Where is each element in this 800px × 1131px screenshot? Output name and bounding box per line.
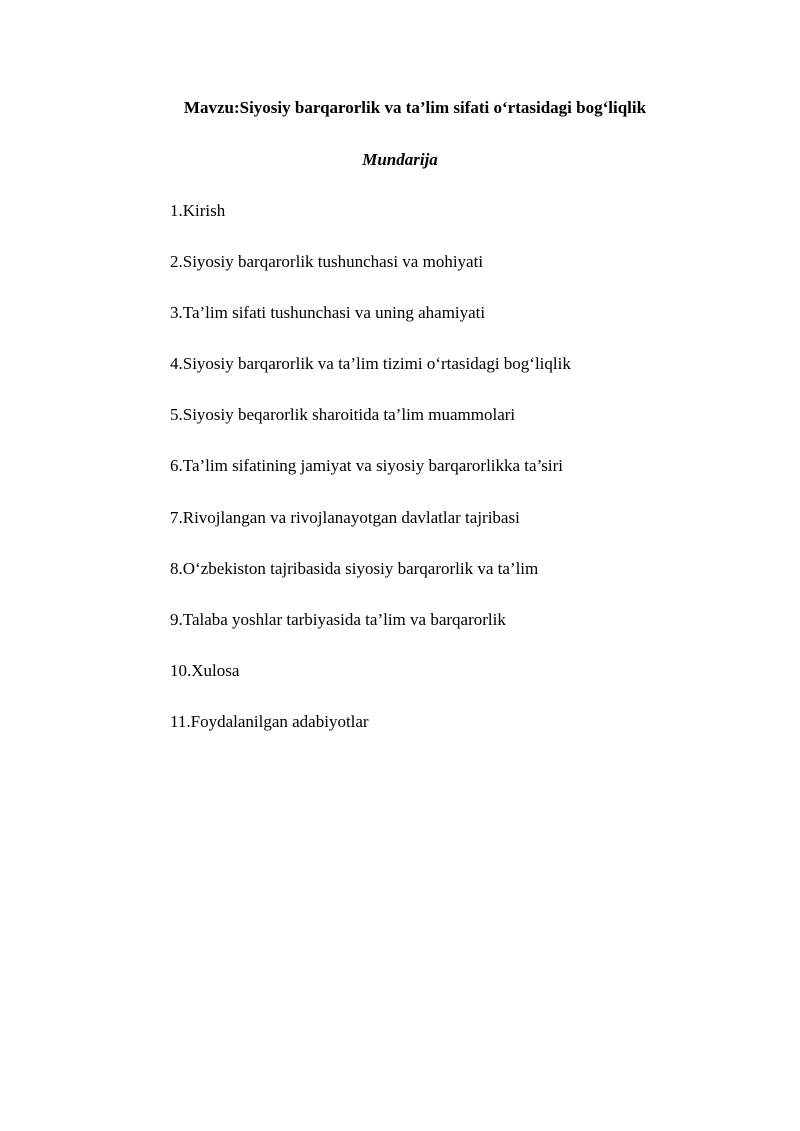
toc-item: 5.Siyosiy beqarorlik sharoitida ta’lim muammolari [170,405,516,425]
toc-item: 3.Ta’lim sifati tushunchasi va uning ahamiyati [170,303,486,323]
toc-item: 7.Rivojlangan va rivojlanayotgan davlatlar tajribasi [170,507,520,527]
toc-item: 6.Ta’lim sifatining jamiyat va siyosiy barqarorlikka ta’siri [170,456,564,476]
contents-heading: Mundarija [362,150,438,169]
toc-item: 2.Siyosiy barqarorlik tushunchasi va mohiyati [170,252,484,272]
toc-item: 1.Kirish [170,201,226,220]
document-title: Mavzu:Siyosiy barqarorlik va ta’lim sifati o‘rtasidagi bog‘liqlik [183,98,647,117]
toc-item: 10.Xulosa [170,660,240,680]
toc-item: 11.Foydalanilgan adabiyotlar [170,711,369,731]
toc-item: 8.O‘zbekiston tajribasida siyosiy barqarorlik va ta’lim [170,558,539,578]
toc-item: 4.Siyosiy barqarorlik va ta’lim tizimi o‘rtasidagi bog‘liqlik [170,354,571,374]
toc-item: 9.Talaba yoshlar tarbiyasida ta’lim va barqarorlik [170,609,506,629]
table-of-contents [170,199,571,761]
